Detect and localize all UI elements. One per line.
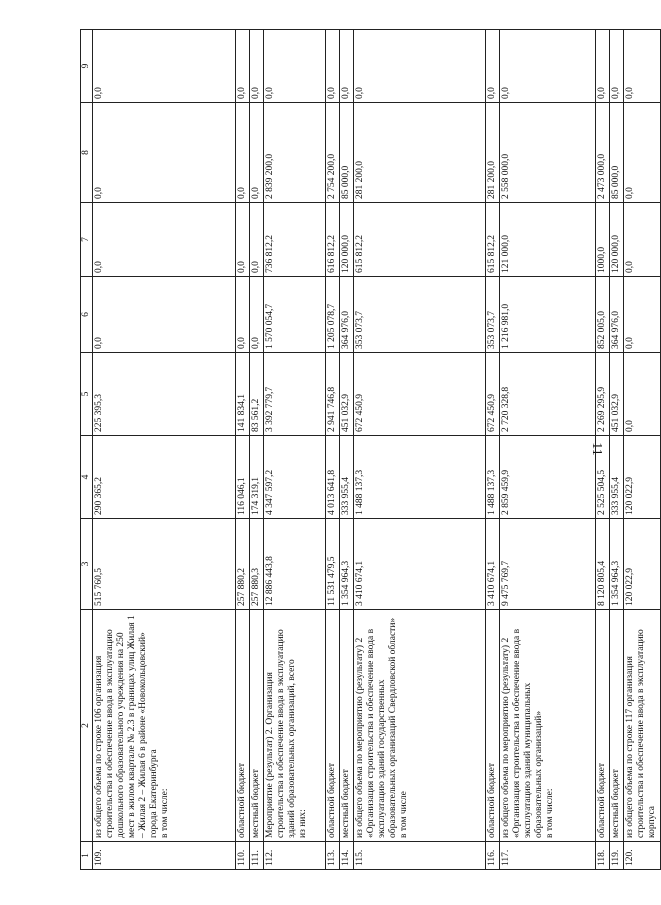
cell-col9: 0,0 <box>236 30 250 103</box>
cell-col7: 0,0 <box>624 203 661 277</box>
cell-col6: 1 216 981,0 <box>500 277 596 353</box>
cell-col5: 141 834,1 <box>236 353 250 436</box>
cell-col7: 615 812,2 <box>354 203 486 277</box>
cell-col4: 4 013 641,8 <box>326 436 340 519</box>
table-row <box>354 30 486 870</box>
cell-col5: 451 032,9 <box>340 353 354 436</box>
cell-col5: 2 941 746,8 <box>326 353 340 436</box>
row-number: 117. <box>500 842 596 870</box>
row-name-sub: из них: <box>298 809 308 838</box>
row-name-text: Мероприятие (результат) 2. Организация строительства и обеспечение ввода в эксплуатацию зданий образовательных организаций, всего <box>265 629 297 838</box>
row-name-text: областной бюджет <box>487 762 497 838</box>
cell-col9: 0,0 <box>340 30 354 103</box>
cell-total: 120 022,9 <box>624 519 661 610</box>
cell-col6: 0,0 <box>236 277 250 353</box>
row-name-text: областной бюджет <box>597 762 607 838</box>
cell-col4: 333 955,4 <box>610 436 624 519</box>
cell-col5: 3 392 779,7 <box>264 353 326 436</box>
cell-col7: 616 812,2 <box>326 203 340 277</box>
cell-col4: 174 319,1 <box>250 436 264 519</box>
cell-col5: 672 450,9 <box>486 353 500 436</box>
cell-col4: 4 347 597,2 <box>264 436 326 519</box>
cell-col8: 281 200,0 <box>354 103 486 203</box>
header-cell: 8 <box>81 103 93 203</box>
table-row <box>596 30 610 870</box>
table-row <box>610 30 624 870</box>
row-name-text: местный бюджет <box>611 769 621 838</box>
cell-col5: 672 450,9 <box>354 353 486 436</box>
row-number: 111. <box>250 842 264 870</box>
cell-col9: 0,0 <box>624 30 661 103</box>
row-number: 112. <box>264 842 326 870</box>
cell-col5: 0,0 <box>624 353 661 436</box>
cell-total: 257 880,3 <box>250 519 264 610</box>
row-name-text: областной бюджет <box>327 762 337 838</box>
row-number: 118. <box>596 842 610 870</box>
row-name <box>264 610 326 842</box>
cell-col7: 0,0 <box>93 203 236 277</box>
cell-col9: 0,0 <box>486 30 500 103</box>
table-row <box>486 30 500 870</box>
cell-col9: 0,0 <box>264 30 326 103</box>
cell-col4: 1 488 137,3 <box>354 436 486 519</box>
cell-col6: 1 570 054,7 <box>264 277 326 353</box>
row-number: 114. <box>340 842 354 870</box>
cell-col8: 2 558 000,0 <box>500 103 596 203</box>
cell-col6: 0,0 <box>93 277 236 353</box>
cell-total: 257 880,2 <box>236 519 250 610</box>
cell-col9: 0,0 <box>326 30 340 103</box>
cell-col4: 2 859 459,9 <box>500 436 596 519</box>
cell-total: 8 120 805,4 <box>596 519 610 610</box>
cell-col7: 615 812,2 <box>486 203 500 277</box>
cell-col8: 0,0 <box>250 103 264 203</box>
row-name <box>596 610 610 842</box>
cell-col7: 0,0 <box>236 203 250 277</box>
cell-col6: 353 073,7 <box>486 277 500 353</box>
cell-col5: 2 269 295,9 <box>596 353 610 436</box>
cell-total: 12 886 443,8 <box>264 519 326 610</box>
cell-col8: 0,0 <box>236 103 250 203</box>
row-name-text: областной бюджет <box>237 762 247 838</box>
header-cell: 9 <box>81 30 93 103</box>
table-row <box>326 30 340 870</box>
table-row <box>624 30 661 870</box>
row-name-sub: в том числе: <box>160 788 170 838</box>
cell-col7: 0,0 <box>250 203 264 277</box>
cell-col4: 1 488 137,3 <box>486 436 500 519</box>
table-row <box>236 30 250 870</box>
cell-col9: 0,0 <box>596 30 610 103</box>
cell-col8: 2 754 200,0 <box>326 103 340 203</box>
cell-col8: 85 000,0 <box>610 103 624 203</box>
cell-col7: 121 000,0 <box>500 203 596 277</box>
page-number: 11 <box>589 442 604 456</box>
cell-col8: 0,0 <box>93 103 236 203</box>
cell-col8: 0,0 <box>624 103 661 203</box>
row-name <box>610 610 624 842</box>
table-row <box>93 30 236 870</box>
row-name <box>486 610 500 842</box>
cell-col6: 364 976,0 <box>340 277 354 353</box>
cell-col6: 0,0 <box>250 277 264 353</box>
header-cell: 3 <box>81 519 93 610</box>
row-number: 110. <box>236 842 250 870</box>
header-cell: 1 <box>81 842 93 870</box>
row-number: 115. <box>354 842 486 870</box>
row-name <box>624 610 661 842</box>
row-number: 116. <box>486 842 500 870</box>
cell-col5: 225 395,3 <box>93 353 236 436</box>
row-name <box>500 610 596 842</box>
cell-col6: 852 005,0 <box>596 277 610 353</box>
table-row <box>250 30 264 870</box>
row-name-text: из общего объема по строке 117 организация строительства и обеспечение ввода в эксплуатацию корпуса <box>625 629 657 838</box>
cell-col6: 0,0 <box>624 277 661 353</box>
row-number: 120. <box>624 842 661 870</box>
row-name-sub: в том числе <box>399 791 409 838</box>
row-name <box>250 610 264 842</box>
cell-col9: 0,0 <box>610 30 624 103</box>
cell-col8: 281 200,0 <box>486 103 500 203</box>
cell-col5: 451 032,9 <box>610 353 624 436</box>
cell-col9: 0,0 <box>250 30 264 103</box>
cell-col7: 120 000,0 <box>340 203 354 277</box>
cell-total: 9 475 769,7 <box>500 519 596 610</box>
cell-col6: 364 976,0 <box>610 277 624 353</box>
header-row <box>81 30 93 870</box>
cell-total: 11 531 479,5 <box>326 519 340 610</box>
cell-col9: 0,0 <box>93 30 236 103</box>
table-row <box>500 30 596 870</box>
cell-total: 515 760,5 <box>93 519 236 610</box>
header-cell: 2 <box>81 610 93 842</box>
header-cell: 4 <box>81 436 93 519</box>
cell-col8: 85 000,0 <box>340 103 354 203</box>
table-row <box>264 30 326 870</box>
cell-col4: 333 955,4 <box>340 436 354 519</box>
cell-total: 1 354 964,3 <box>340 519 354 610</box>
cell-col5: 83 561,2 <box>250 353 264 436</box>
cell-col9: 0,0 <box>354 30 486 103</box>
cell-col4: 290 365,2 <box>93 436 236 519</box>
cell-total: 3 410 674,1 <box>486 519 500 610</box>
row-name <box>93 610 236 842</box>
row-name-text: из общего объема по мероприятию (результату) 2 «Организация строительства и обеспечение ввода в эксплуатацию зданий муниципальных образовательных организаций» <box>501 628 544 838</box>
cell-col5: 2 720 328,8 <box>500 353 596 436</box>
row-name <box>354 610 486 842</box>
cell-total: 1 354 964,3 <box>610 519 624 610</box>
row-name-text: из общего объема по мероприятию (результату) 2 «Организация строительства и обеспечение ввода в эксплуатацию зданий государственных образовательных организаций Свердловской области» <box>355 617 398 838</box>
rotated-table-page <box>80 30 657 870</box>
row-name-text: из общего объема по строке 106 организация строительства и обеспечение ввода в эксплуатацию дошкольного образовательного учреждения на 250 мест в жилом квартале № 2.3 в границах улиц Жилая 1 – Жилая 2 – Жилая 6 в районе «Новокольцовский» города Екатеринбурга <box>94 615 159 838</box>
row-name <box>340 610 354 842</box>
table-row <box>340 30 354 870</box>
row-name <box>326 610 340 842</box>
cell-col8: 2 839 200,0 <box>264 103 326 203</box>
cell-col9: 0,0 <box>500 30 596 103</box>
row-name-sub: в том числе: <box>545 788 555 838</box>
row-name-text: местный бюджет <box>341 769 351 838</box>
cell-col7: 736 812,2 <box>264 203 326 277</box>
cell-total: 3 410 674,1 <box>354 519 486 610</box>
header-cell: 6 <box>81 277 93 353</box>
row-number: 119. <box>610 842 624 870</box>
budget-table <box>80 29 661 870</box>
row-name <box>236 610 250 842</box>
cell-col7: 1000,0 <box>596 203 610 277</box>
cell-col6: 1 205 078,7 <box>326 277 340 353</box>
cell-col6: 353 073,7 <box>354 277 486 353</box>
cell-col4: 2 525 504,5 <box>596 436 610 519</box>
cell-col8: 2 473 000,0 <box>596 103 610 203</box>
cell-col4: 120 022,9 <box>624 436 661 519</box>
row-number: 109. <box>93 842 236 870</box>
header-cell: 5 <box>81 353 93 436</box>
row-name-text: местный бюджет <box>251 769 261 838</box>
header-cell: 7 <box>81 203 93 277</box>
cell-col7: 120 000,0 <box>610 203 624 277</box>
cell-col4: 116 046,1 <box>236 436 250 519</box>
row-number: 113. <box>326 842 340 870</box>
